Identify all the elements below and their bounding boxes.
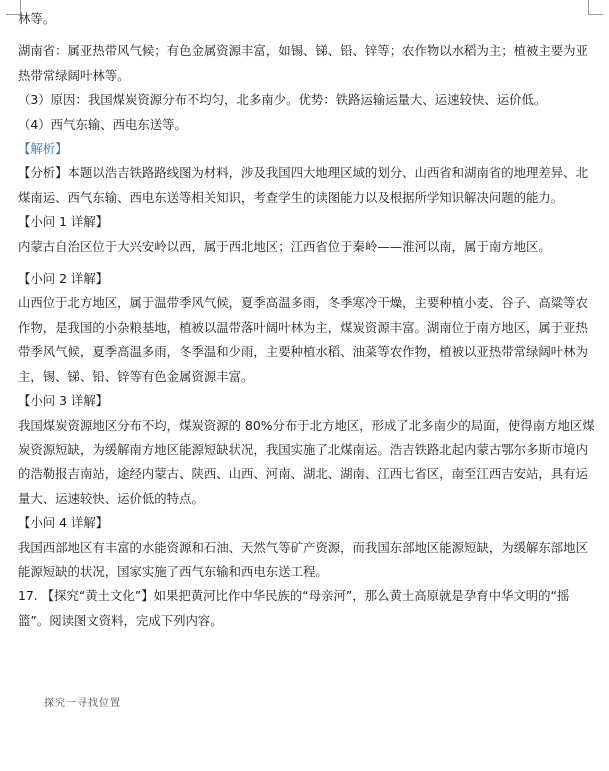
text-line: 带季风气候，夏季高温多雨，冬季温和少雨，主要种植水稻、油菜等农作物，植被以亚热带常绿阔叶林为 [18,344,588,360]
text-line: 我国西部地区有丰富的水能资源和石油、天然气等矿产资源，而我国东部地区能源短缺，为缓解东部地区 [18,539,588,555]
text-line: 的浩勒报吉南站，途经内蒙古、陕西、山西、河南、湖北、湖南、江西七省区，南至江西吉安站，具有运 [18,466,588,482]
paragraph-gap [18,259,596,267]
text-line: （3）原因：我国煤炭资源分布不均匀，北多南少。优势：铁路运输运量大、运速较快、运价低。 [18,92,547,108]
text-line: 内蒙古自治区位于大兴安岭以西，属于西北地区；江西省位于秦岭——淮河以南，属于南方地区。 [18,238,551,254]
paragraph-gap [18,31,596,39]
sub-question-heading: 【小问 1 详解】 [18,214,109,230]
text-line: 量大、运速较快、运价低的特点。 [18,490,204,506]
text-line: 煤南运、西气东输、西电东送等相关知识，考查学生的读图能力以及根据所学知识解决问题的能力。 [18,189,564,205]
text-line: 我国煤炭资源地区分布不均，煤炭资源的 80%分布于北方地区，形成了北多南少的局面，使得南方地区煤 [18,417,595,433]
sub-question-heading: 【小问 3 详解】 [18,393,109,409]
text-line: 热带常绿阔叶林等。 [18,67,130,83]
text-line: 炭资源短缺，为缓解南方地区能源短缺状况，我国实施了北煤南运。浩吉铁路北起内蒙古鄂尔多斯市境内 [18,441,588,457]
text-line: 能源短缺的状况，国家实施了西气东输和西电东送工程。 [18,563,328,579]
question-17-line: 17. 【探究“黄土文化”】如果把黄河比作中华民族的“母亲河”，那么黄土高原就是孕育中华文明的“摇 [18,588,570,604]
text-line: 主，锡、锑、铅、锌等有色金属资源丰富。 [18,368,254,384]
text-line: 山西位于北方地区，属于温带季风气候，夏季高温多雨，冬季寒冷干燥，主要种植小麦、谷子、高粱等农 [18,295,588,311]
question-17-line: 篮”。阅读图文资料，完成下列内容。 [18,612,223,628]
text-line: 【分析】本题以浩吉铁路路线图为材料，涉及我国四大地理区域的划分、山西省和湖南省的地理差异、北 [18,165,588,181]
analysis-heading: 【解析】 [18,141,68,157]
text-line: 作物，是我国的小杂粮基地，植被以温带落叶阔叶林为主，煤炭资源丰富。湖南位于南方地区，属于亚热 [18,319,588,335]
sub-question-heading: 【小问 2 详解】 [18,271,109,287]
document-body [18,7,596,633]
sub-question-heading: 【小问 4 详解】 [18,515,109,531]
figure-caption-fragment: 探究一寻找位置 [44,698,121,709]
text-line: （4）西气东输、西电东送等。 [18,116,187,132]
text-line: 林等。 [18,11,56,26]
text-line: 湖南省：属亚热带风气候；有色金属资源丰富，如锡、锑、铅、锌等；农作物以水稻为主；植被主要为亚 [18,43,588,59]
